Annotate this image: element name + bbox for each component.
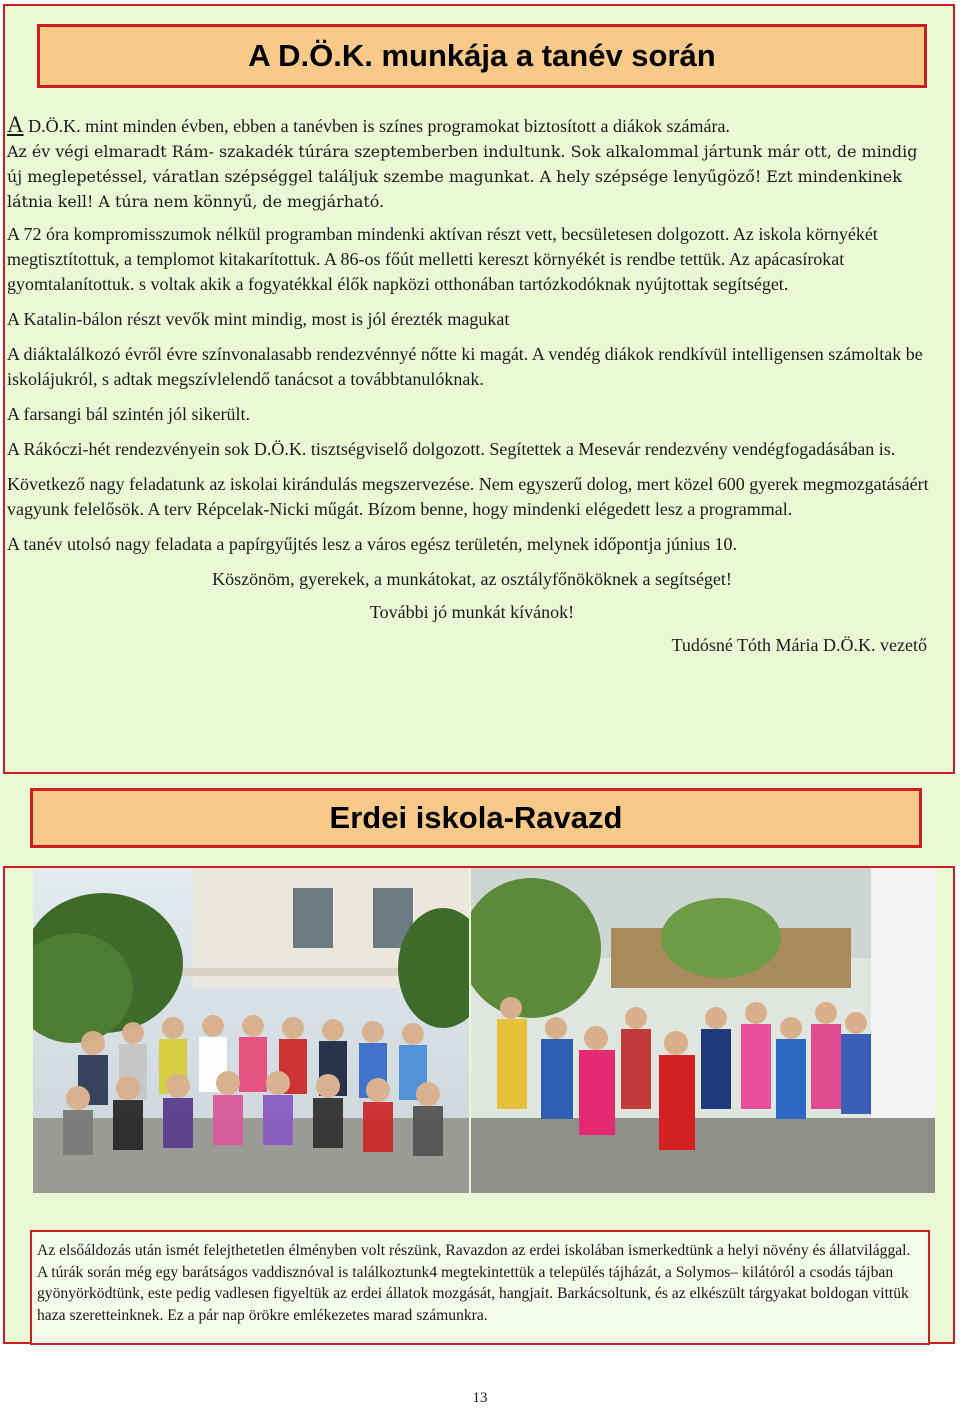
drop-letter: A <box>7 112 24 137</box>
intro-text: D.Ö.K. mint minden évben, ebben a tanévben is színes programokat biztosított a diákok számára. <box>23 116 730 136</box>
erdei-iskola-title: Erdei iskola-Ravazd <box>329 800 623 835</box>
photo-group-house <box>33 868 469 1193</box>
dok-title: A D.Ö.K. munkája a tanév során <box>248 38 716 73</box>
paragraph-rakoczi-het: A Rákóczi-hét rendezvényein sok D.Ö.K. tisztségviselő dolgozott. Segítettek a Mesevár rendezvény vendégfogadásában is. <box>7 439 896 459</box>
erdei-iskola-caption <box>30 1230 930 1345</box>
paragraph-72-ora: A 72 óra kompromisszumok nélkül programban mindenki aktívan részt vett, becsületesen dolgozott. Az iskola környékét megtisztítottuk, a templomot kitakarítottuk. A 86-os főút melletti kereszt környékét is rendbe tettük. Az apácasírokat gyomtalanítottuk. s voltak akik a fogyatékkal élők napközi otthonában tartózkodóknak nyújtottak segítséget. <box>7 224 878 294</box>
dok-title-box <box>37 24 927 88</box>
paragraph-farsang: A farsangi bál szintén jól sikerült. <box>7 404 250 424</box>
paragraph-intro <box>7 112 937 139</box>
signature: Tudósné Tóth Mária D.Ö.K. vezető <box>671 635 927 655</box>
page-number: 13 <box>472 1390 488 1406</box>
paragraph-ram-szakadek: Az év végi elmaradt Rám- szakadék túrára szeptemberben indultunk. Sok alkalommal jártunk már ott, de mindig új meglepetéssel, váratlan szépséggel találjuk szembe magunkat. A hely szépsége lenyűgöző! Ezt mindenkinek látnia kell! A túra nem könnyű, de megjárható. <box>7 142 918 211</box>
erdei-iskola-title-box <box>30 788 922 848</box>
thanks-line: Köszönöm, gyerekek, a munkátokat, az osztályfőnököknek a segítséget! <box>212 569 732 589</box>
dok-article-body <box>7 112 937 668</box>
wish-line: További jó munkát kívánok! <box>369 602 575 622</box>
paragraph-katalin-bal: A Katalin-bálon részt vevők mint mindig, most is jól érezték magukat <box>7 309 510 329</box>
paragraph-diaktalalkozo: A diáktalálkozó évről évre színvonalasabb rendezvénnyé nőtte ki magát. A vendég diákok rendkívül intelligensen számoltak be iskolájukról, s adtak megszívlelendő tanácsot a továbbtanulóknak. <box>7 344 923 389</box>
caption-text: Az elsőáldozás után ismét felejthetetlen élményben volt részünk, Ravazdon az erdei iskolában ismerkedtünk a helyi növény és állatvilággal. A túrák során még egy barátságos vaddisznóval is találkoztunk4 megtekintettük a település tájházát, a Solymos– kilátóról a csodás tájban gyönyörködtünk, este pedig vadlesen figyeltük az erdei állatok mozgását, hangjait. Barkácsoltunk, és az elkészült tárgyakat boldogan vittük haza szeretteinknek. Ez a pár nap örökre emlékezetes marad számunkra. <box>37 1242 911 1324</box>
paragraph-papirgyujtes: A tanév utolsó nagy feladata a papírgyűjtés lesz a város egész területén, melynek időpontja június 10. <box>7 534 737 554</box>
photo-group-raincoats <box>471 868 935 1193</box>
paragraph-kirandulas: Következő nagy feladatunk az iskolai kirándulás megszervezése. Nem egyszerű dolog, mert közel 600 gyerek megmozgatásáért vagyunk felelősök. A terv Répcelak-Nicki műgát. Bízom benne, hogy mindenki elégedett lesz a programmal. <box>7 474 929 519</box>
